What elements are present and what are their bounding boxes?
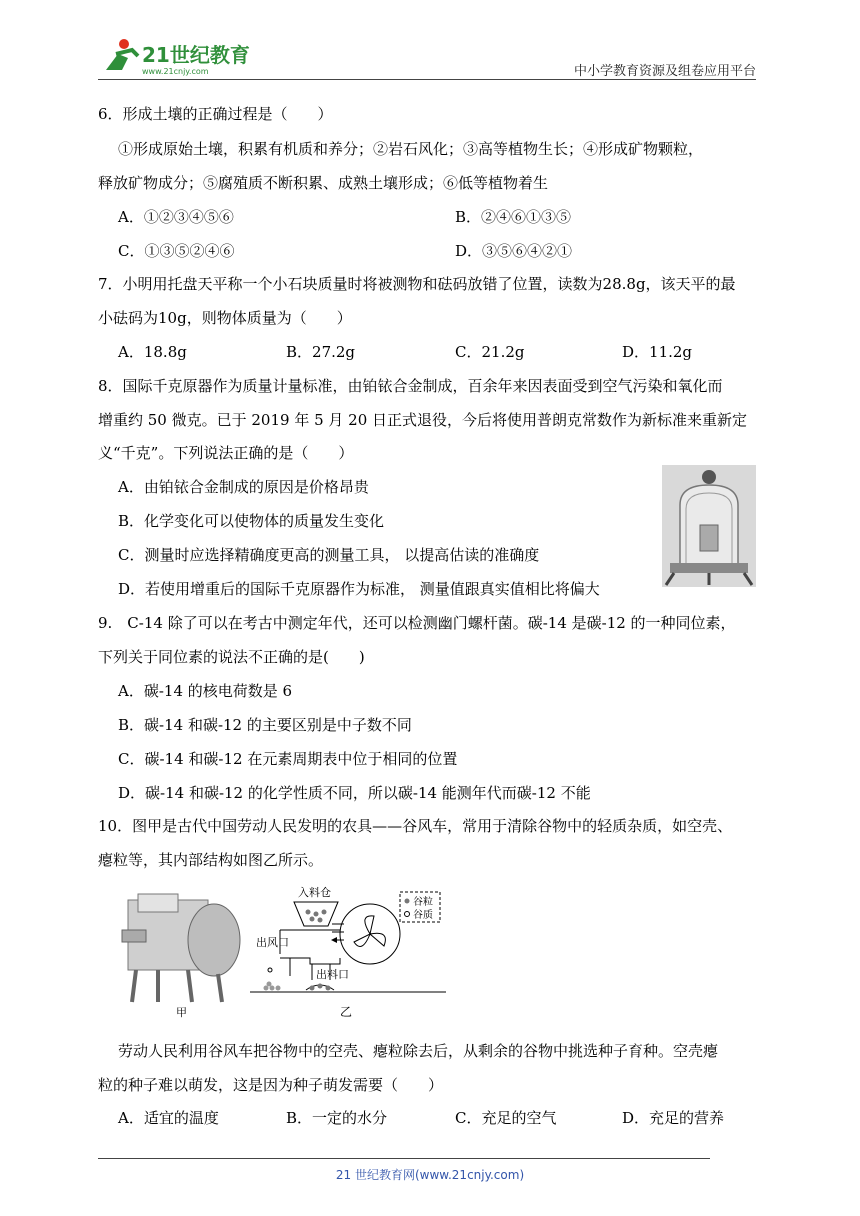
- legend-husk: 谷质: [413, 910, 433, 921]
- q6-text-line1: ①形成原始土壤，积累有机质和养分；②岩石风化；③高等植物生长；④形成矿物颗粒，: [118, 140, 704, 158]
- footer-divider: [98, 1158, 710, 1159]
- legend-grain: 谷粒: [413, 897, 433, 908]
- q10-stem-line1: 10．图甲是古代中国劳动人民发明的农具——谷风车，常用于清除谷物中的轻质杂质，如空壳、: [98, 817, 733, 835]
- q8-option-a: A．由铂铱合金制成的原因是价格昂贵: [118, 478, 369, 496]
- logo-subtext: www.21cnjy.com: [142, 67, 209, 76]
- q9-option-a: A．碳-14 的核电荷数是 6: [118, 682, 293, 700]
- q9-option-c: C．碳-14 和碳-12 在元素周期表中位于相同的位置: [118, 750, 458, 768]
- q9-option-d: D．碳-14 和碳-12 的化学性质不同，所以碳-14 能测年代而碳-12 不能: [118, 784, 591, 802]
- footer-text: 21 世纪教育网(www.21cnjy.com): [335, 1168, 525, 1182]
- q10-stem-line3: 劳动人民利用谷风车把谷物中的空壳、瘪粒除去后，从剩余的谷物中挑选种子育种。空壳瘪: [118, 1042, 719, 1060]
- q10-option-a: A．适宜的温度: [118, 1109, 219, 1127]
- label-wind-outlet: 出风口: [256, 936, 289, 949]
- q8-option-d: D．若使用增重后的国际千克原器作为标准， 测量值跟真实值相比将偏大: [118, 580, 600, 598]
- logo-text: 21世纪教育: [142, 43, 250, 67]
- q7-option-b: B．27.2g: [286, 343, 356, 361]
- q7-option-d: D．11.2g: [622, 343, 693, 361]
- q8-stem-line2: 增重约 50 微克。已于 2019 年 5 月 20 日正式退役，今后将使用普朗克常数作为新标准来重新定: [98, 411, 748, 429]
- winnower-diagram-figure-yi: [250, 884, 450, 1020]
- q9-stem-line1: 9. C-14 除了可以在考古中测定年代，还可以检测幽门螺杆菌。碳-14 是碳-12 的一种同位素，: [98, 614, 736, 632]
- q10-option-b: B．一定的水分: [286, 1109, 388, 1127]
- figure-label-yi: 乙: [340, 1005, 353, 1019]
- header-divider: [98, 79, 756, 80]
- figure-label-jia: 甲: [176, 1006, 187, 1018]
- q9-stem-line2: 下列关于同位素的说法不正确的是( ): [98, 648, 365, 666]
- kilogram-prototype-photo: [662, 465, 756, 587]
- q7-option-c: C．21.2g: [455, 343, 525, 361]
- label-grain-outlet: 出料口: [316, 968, 349, 981]
- q10-stem-line4: 粒的种子难以萌发，这是因为种子萌发需要（ ）: [98, 1076, 444, 1094]
- q6-text-line2: 释放矿物成分；⑤腐殖质不断积累、成熟土壤形成；⑥低等植物着生: [98, 174, 549, 192]
- q6-stem: 6．形成土壤的正确过程是（ ）: [98, 105, 333, 123]
- q6-option-c: C．①③⑤②④⑥: [118, 242, 235, 260]
- q8-option-b: B．化学变化可以使物体的质量发生变化: [118, 512, 385, 530]
- q8-stem-line3: 义“千克”。下列说法正确的是（ ）: [98, 444, 354, 462]
- q10-option-c: C．充足的空气: [455, 1109, 557, 1127]
- q8-option-c: C．测量时应选择精确度更高的测量工具， 以提高估读的准确度: [118, 546, 540, 564]
- q9-option-b: B．碳-14 和碳-12 的主要区别是中子数不同: [118, 716, 412, 734]
- q10-stem-line2: 瘪粒等，其内部结构如图乙所示。: [98, 851, 324, 869]
- q7-stem-line2: 小砝码为10g，则物体质量为（ ）: [98, 309, 352, 327]
- winnower-photo-figure-jia: [118, 890, 248, 1018]
- q6-option-d: D．③⑤⑥④②①: [455, 242, 573, 260]
- q7-stem-line1: 7．小明用托盘天平称一个小石块质量时将被测物和砝码放错了位置，读数为28.8g，该天平的最: [98, 275, 736, 293]
- q6-option-b: B．②④⑥①③⑤: [455, 208, 572, 226]
- site-logo: [98, 36, 258, 78]
- q8-stem-line1: 8．国际千克原器作为质量计量标准，由铂铱合金制成，百余年来因表面受到空气污染和氧化而: [98, 377, 723, 395]
- q6-option-a: A．①②③④⑤⑥: [118, 208, 234, 226]
- label-inlet: 入料仓: [298, 886, 331, 899]
- q7-option-a: A．18.8g: [118, 343, 187, 361]
- platform-name: 中小学教育资源及组卷应用平台: [573, 64, 756, 79]
- q10-option-d: D．充足的营养: [622, 1109, 725, 1127]
